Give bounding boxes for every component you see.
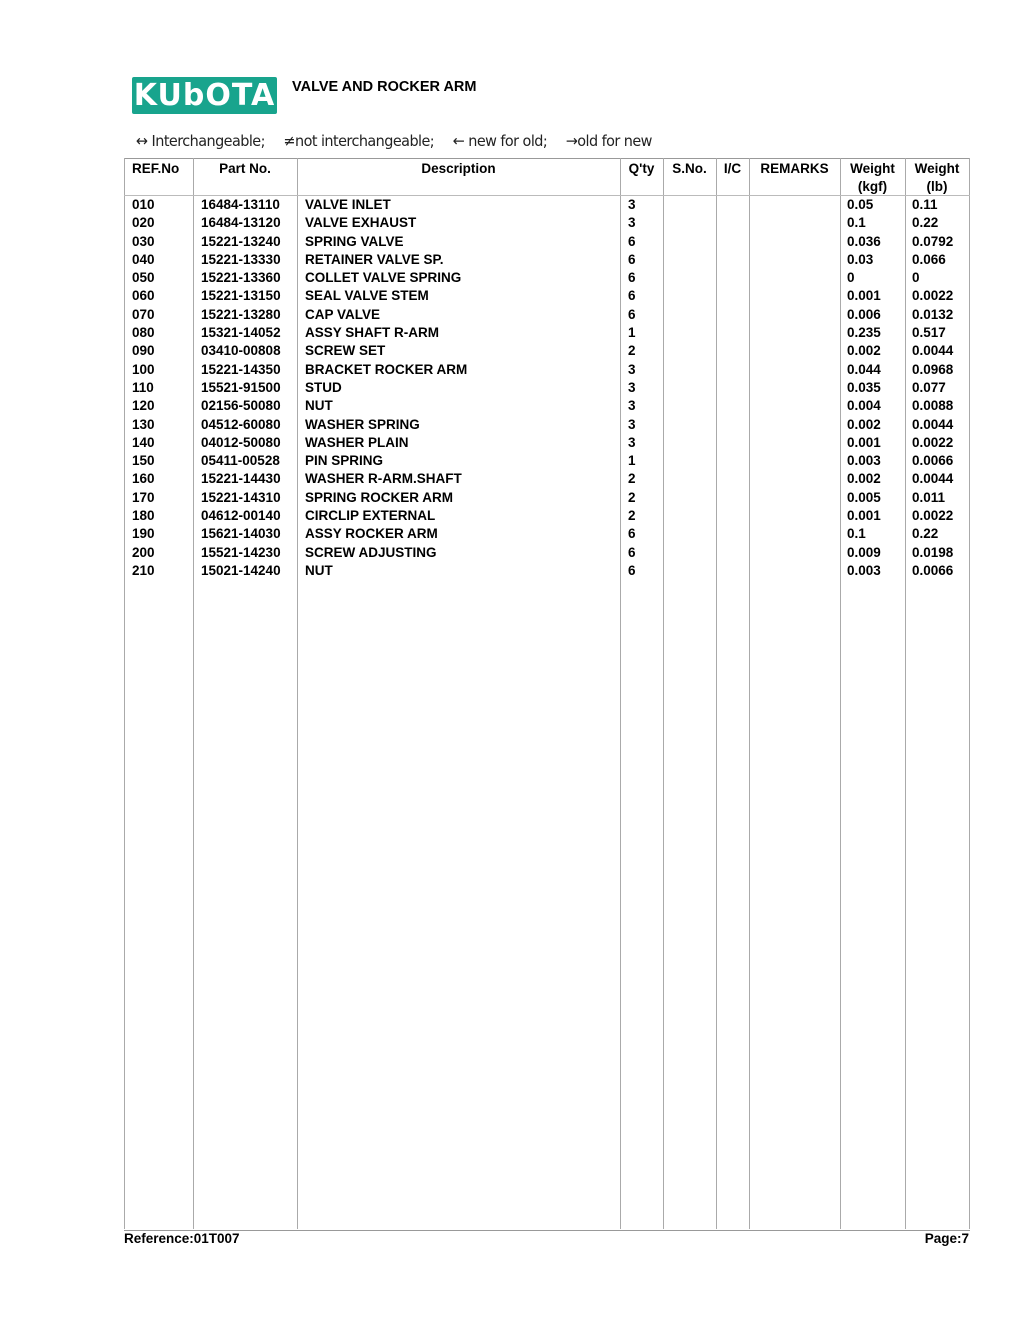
cell-ref-no: 180 [132,508,155,524]
table-row [124,452,970,470]
cell-ref-no: 070 [132,306,155,322]
cell-weight-kgf: 0.003 [847,562,881,578]
cell-weight-kgf: 0.001 [847,434,881,450]
cell-part-no: 03410-00808 [201,343,281,359]
table-row [124,525,970,543]
cell-weight-kgf: 0.001 [847,508,881,524]
cell-description: VALVE INLET [305,197,391,212]
parts-table-body [124,196,970,580]
cell-description: WASHER SPRING [305,416,420,432]
cell-part-no: 15221-13280 [201,306,281,322]
cell-weight-lb: 0.0968 [912,361,954,377]
cell-weight-lb: 0.22 [912,526,939,542]
cell-weight-lb: 0.0066 [912,562,954,578]
cell-weight-lb: 0.0022 [912,508,954,524]
cell-weight-lb: 0.517 [912,325,946,341]
cell-part-no: 15621-14030 [201,526,281,542]
cell-description: SEAL VALVE STEM [305,288,429,304]
cell-weight-lb: 0.0022 [912,434,954,450]
cell-part-no: 15221-14430 [201,471,281,487]
header-part-no: Part No. [219,161,271,176]
cell-ref-no: 110 [132,379,154,395]
cell-qty: 2 [628,489,636,505]
cell-weight-kgf: 0.035 [847,379,881,395]
cell-ref-no: 210 [132,562,155,578]
cell-part-no: 04012-50080 [201,434,281,450]
cell-part-no: 15021-14240 [201,562,281,578]
header-qty: Q'ty [628,161,655,176]
cell-part-no: 15221-13150 [201,288,281,304]
cell-part-no: 02156-50080 [201,398,281,414]
cell-part-no: 16484-13120 [201,215,281,231]
cell-weight-kgf: 0.001 [847,288,881,304]
cell-ref-no: 080 [132,325,155,341]
cell-description: BRACKET ROCKER ARM [305,361,468,377]
cell-ref-no: 050 [132,270,155,286]
table-row [124,251,970,269]
cell-part-no: 05411-00528 [201,453,280,469]
cell-qty: 3 [628,398,636,414]
cell-part-no: 15221-13240 [201,233,281,249]
cell-description: ASSY ROCKER ARM [305,526,438,542]
cell-part-no: 15521-14230 [201,544,281,560]
cell-description: ASSY SHAFT R-ARM [305,325,440,341]
table-row [124,562,970,580]
cell-description: STUD [305,379,342,395]
cell-qty: 2 [628,508,636,524]
cell-weight-kgf: 0.002 [847,343,881,359]
legend-old-for-new: →old for new [565,132,652,150]
table-row [124,361,970,379]
cell-weight-lb: 0.0022 [912,288,954,304]
cell-weight-lb: 0.22 [912,215,939,231]
legend-new-for-old: ← new for old; [452,132,548,150]
cell-description: CAP VALVE [305,306,381,322]
cell-description: NUT [305,562,333,578]
table-row [124,214,970,232]
cell-description: PIN SPRING [305,453,384,469]
table-row [124,379,970,397]
cell-weight-kgf: 0.004 [847,398,881,414]
cell-weight-kgf: 0.235 [847,325,881,341]
header-weight-kgf-unit: (kgf) [857,179,888,194]
cell-weight-lb: 0.066 [912,251,946,267]
reference-label: Reference:01T007 [124,1231,240,1246]
cell-weight-kgf: 0.003 [847,453,881,469]
cell-qty: 3 [628,434,636,450]
cell-qty: 6 [628,233,636,249]
cell-description: COLLET VALVE SPRING [305,270,462,286]
cell-weight-kgf: 0.002 [847,416,881,432]
table-row [124,397,970,415]
cell-ref-no: 100 [132,361,155,377]
cell-weight-kgf: 0.009 [847,544,881,560]
cell-qty: 3 [628,197,636,212]
cell-description: RETAINER VALVE SP. [305,251,444,267]
cell-weight-kgf: 0 [847,270,855,286]
cell-weight-lb: 0.0044 [912,343,954,359]
legend [136,132,652,150]
cell-qty: 2 [628,343,636,359]
table-row [124,434,970,452]
kubota-logo [132,77,277,114]
cell-weight-kgf: 0.1 [847,215,866,231]
table-row [124,269,970,287]
cell-ref-no: 160 [132,471,155,487]
table-row [124,196,970,214]
cell-weight-lb: 0.0066 [912,453,954,469]
cell-qty: 6 [628,544,636,560]
cell-ref-no: 060 [132,288,155,304]
cell-ref-no: 200 [132,544,155,560]
header-ref-no: REF.No [132,161,180,176]
cell-weight-kgf: 0.002 [847,471,881,487]
cell-part-no: 15221-13360 [201,270,281,286]
cell-qty: 2 [628,471,636,487]
header-remarks: REMARKS [760,161,829,176]
cell-qty: 6 [628,526,636,542]
cell-qty: 3 [628,416,636,432]
cell-weight-lb: 0.011 [912,489,946,505]
cell-ref-no: 040 [132,251,155,267]
cell-part-no: 15521-91500 [201,379,281,395]
cell-weight-kgf: 0.044 [847,361,881,377]
header-weight-kgf-label: Weight [850,161,895,176]
cell-weight-lb: 0.0044 [912,416,954,432]
logo-text: KUbOTA [133,77,276,113]
cell-part-no: 15221-14350 [201,361,281,377]
cell-qty: 3 [628,215,636,231]
table-row [124,507,970,525]
cell-weight-kgf: 0.05 [847,197,874,212]
table-row [124,233,970,251]
cell-ref-no: 130 [132,416,155,432]
cell-qty: 6 [628,288,636,304]
cell-part-no: 04512-60080 [201,416,281,432]
table-row [124,416,970,434]
cell-ref-no: 140 [132,434,155,450]
cell-ref-no: 020 [132,215,155,231]
cell-description: CIRCLIP EXTERNAL [305,508,436,524]
cell-weight-lb: 0.11 [912,197,938,212]
cell-ref-no: 150 [132,453,155,469]
cell-weight-lb: 0.0792 [912,233,954,249]
cell-qty: 6 [628,306,636,322]
cell-weight-lb: 0.0132 [912,306,954,322]
cell-ref-no: 010 [132,197,155,212]
table-row [124,470,970,488]
cell-weight-kgf: 0.1 [847,526,866,542]
cell-part-no: 16484-13110 [201,197,280,212]
cell-part-no: 04612-00140 [201,508,281,524]
cell-ref-no: 170 [132,489,155,505]
cell-qty: 1 [628,453,636,469]
table-row [124,489,970,507]
cell-weight-lb: 0.0088 [912,398,954,414]
cell-part-no: 15221-13330 [201,251,281,267]
cell-description: SPRING ROCKER ARM [305,489,454,505]
header-weight-lb-label: Weight [914,161,960,176]
header-weight-lb [905,160,969,196]
header-ic: I/C [723,161,742,176]
cell-qty: 3 [628,379,636,395]
table-row [124,306,970,324]
cell-description: SPRING VALVE [305,233,404,249]
page-title: VALVE AND ROCKER ARM [292,79,477,95]
cell-description: NUT [305,398,333,414]
cell-ref-no: 190 [132,526,155,542]
table-row [124,287,970,305]
cell-weight-kgf: 0.005 [847,489,881,505]
cell-weight-kgf: 0.036 [847,233,881,249]
cell-part-no: 15221-14310 [201,489,281,505]
cell-weight-lb: 0.0044 [912,471,954,487]
legend-interchangeable: ↔ Interchangeable; [136,132,265,150]
cell-weight-kgf: 0.006 [847,306,881,322]
table-row [124,544,970,562]
header-description: Description [421,161,496,176]
cell-description: WASHER PLAIN [305,434,409,450]
cell-description: WASHER R-ARM.SHAFT [305,471,462,487]
cell-part-no: 15321-14052 [201,325,281,341]
header-serial-no: S.No. [672,161,707,176]
cell-ref-no: 030 [132,233,155,249]
cell-qty: 1 [628,325,636,341]
table-row [124,342,970,360]
cell-ref-no: 090 [132,343,155,359]
header-weight-kgf [840,160,905,196]
cell-ref-no: 120 [132,398,155,414]
page-number: Page:7 [924,1231,969,1246]
cell-weight-lb: 0.077 [912,379,946,395]
cell-qty: 6 [628,251,636,267]
cell-description: SCREW SET [305,343,386,359]
cell-weight-lb: 0.0198 [912,544,954,560]
cell-weight-lb: 0 [912,270,920,286]
cell-qty: 6 [628,270,636,286]
table-row [124,324,970,342]
cell-description: VALVE EXHAUST [305,215,417,231]
cell-weight-kgf: 0.03 [847,251,874,267]
cell-description: SCREW ADJUSTING [305,544,437,560]
header-weight-lb-unit: (lb) [926,179,948,194]
cell-qty: 3 [628,361,636,377]
legend-not-interchangeable: ≠not interchangeable; [283,132,435,150]
cell-qty: 6 [628,562,636,578]
